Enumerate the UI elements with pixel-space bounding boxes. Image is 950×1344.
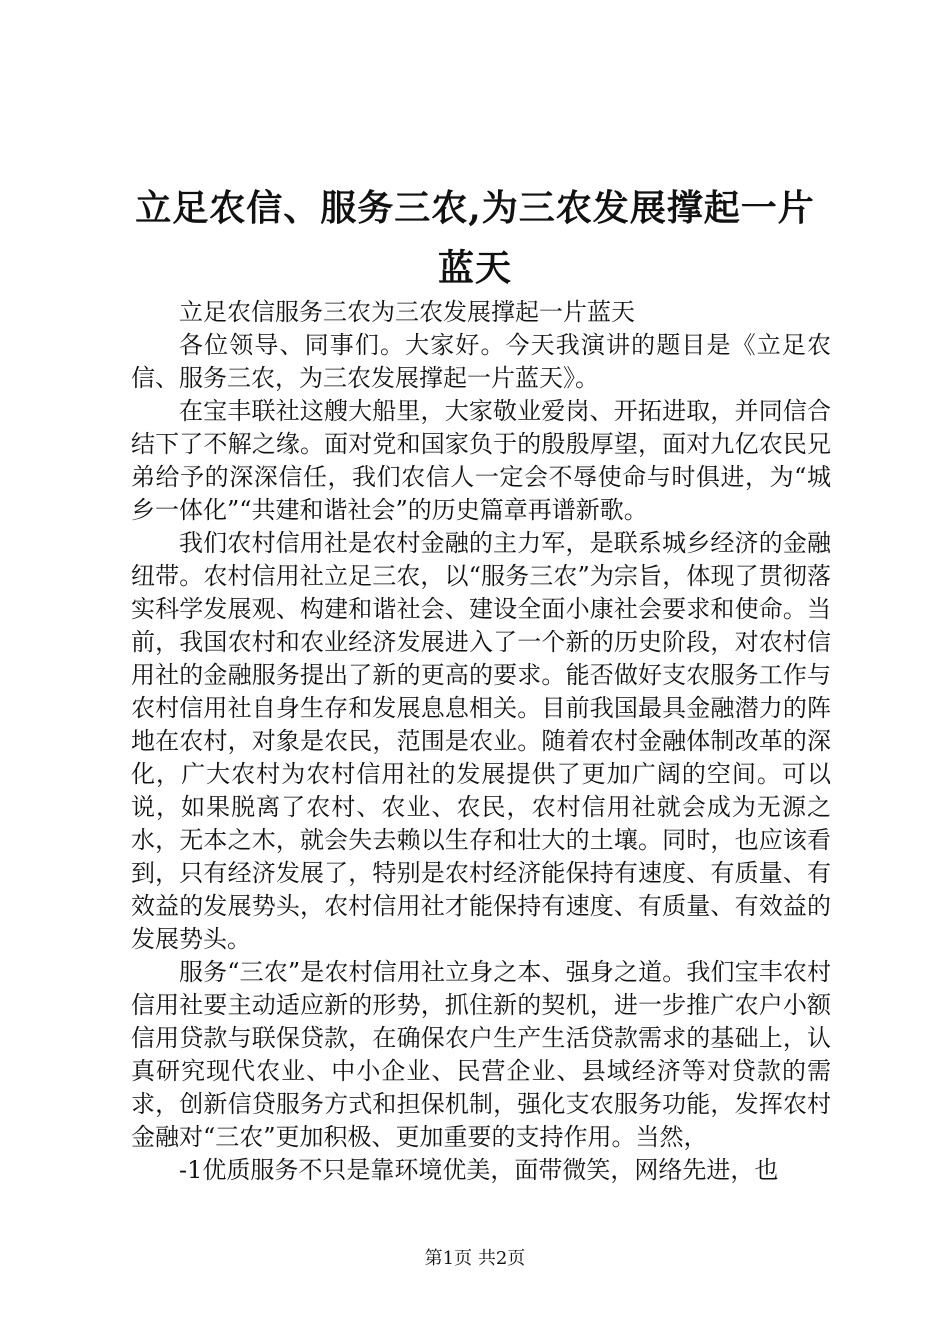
paragraph: 各位领导、同事们。大家好。今天我演讲的题目是《立足农信、服务三农，为三农发展撑起一片蓝天》。 [131, 331, 831, 392]
paragraph: 我们农村信用社是农村金融的主力军，是联系城乡经济的金融纽带。农村信用社立足三农，以“服务三农”为宗旨，体现了贯彻落实科学发展观、构建和谐社会、建设全面小康社会要求和使命。当前，我国农村和农业经济发展进入了一个新的历史阶段，对农村信用社的金融服务提出了新的更高的要求。能否做好支农服务工作与农村信用社自身生存和发展息息相关。目前我国最具金融潜力的阵地在农村，对象是农民，范围是农业。随着农村金融体制改革的深化，广大农村为农村信用社的发展提供了更加广阔的空间。可以说，如果脱离了农村、农业、农民，农村信用社就会成为无源之水，无本之木，就会失去赖以生存和壮大的土壤。同时，也应该看到，只有经济发展了，特别是农村经济能保持有速度、有质量、有效益的发展势头，农村信用社才能保持有速度、有质量、有效益的发展势头。 [131, 529, 831, 953]
page-footer: 第1页 共2页 [424, 1248, 526, 1269]
document-title: 立足农信、服务三农,为三农发展撑起一片蓝天 [135, 187, 815, 289]
document-body [131, 296, 831, 1187]
paragraph: 服务“三农”是农村信用社立身之本、强身之道。我们宝丰农村信用社要主动适应新的形势，抓住新的契机，进一步推广农户小额信用贷款与联保贷款，在确保农户生产生活贷款需求的基础上，认真研究现代农业、中小企业、民营企业、县域经济等对贷款的需求，创新信贷服务方式和担保机制，强化支农服务功能，发挥农村金融对“三农”更加积极、更加重要的支持作用。当然， [131, 958, 831, 1151]
paragraph: 在宝丰联社这艘大船里，大家敬业爱岗、开拓进取，并同信合结下了不解之缘。面对党和国家负于的殷殷厚望，面对九亿农民兄弟给予的深深信任，我们农信人一定会不辱使命与时俱进，为“城乡一体化”“共建和谐社会”的历史篇章再谱新歌。 [131, 397, 831, 524]
document-subtitle: 立足农信服务三农为三农发展撑起一片蓝天 [179, 298, 635, 326]
paragraph: -1优质服务不只是靠环境优美，面带微笑，网络先进，也 [179, 1156, 779, 1184]
